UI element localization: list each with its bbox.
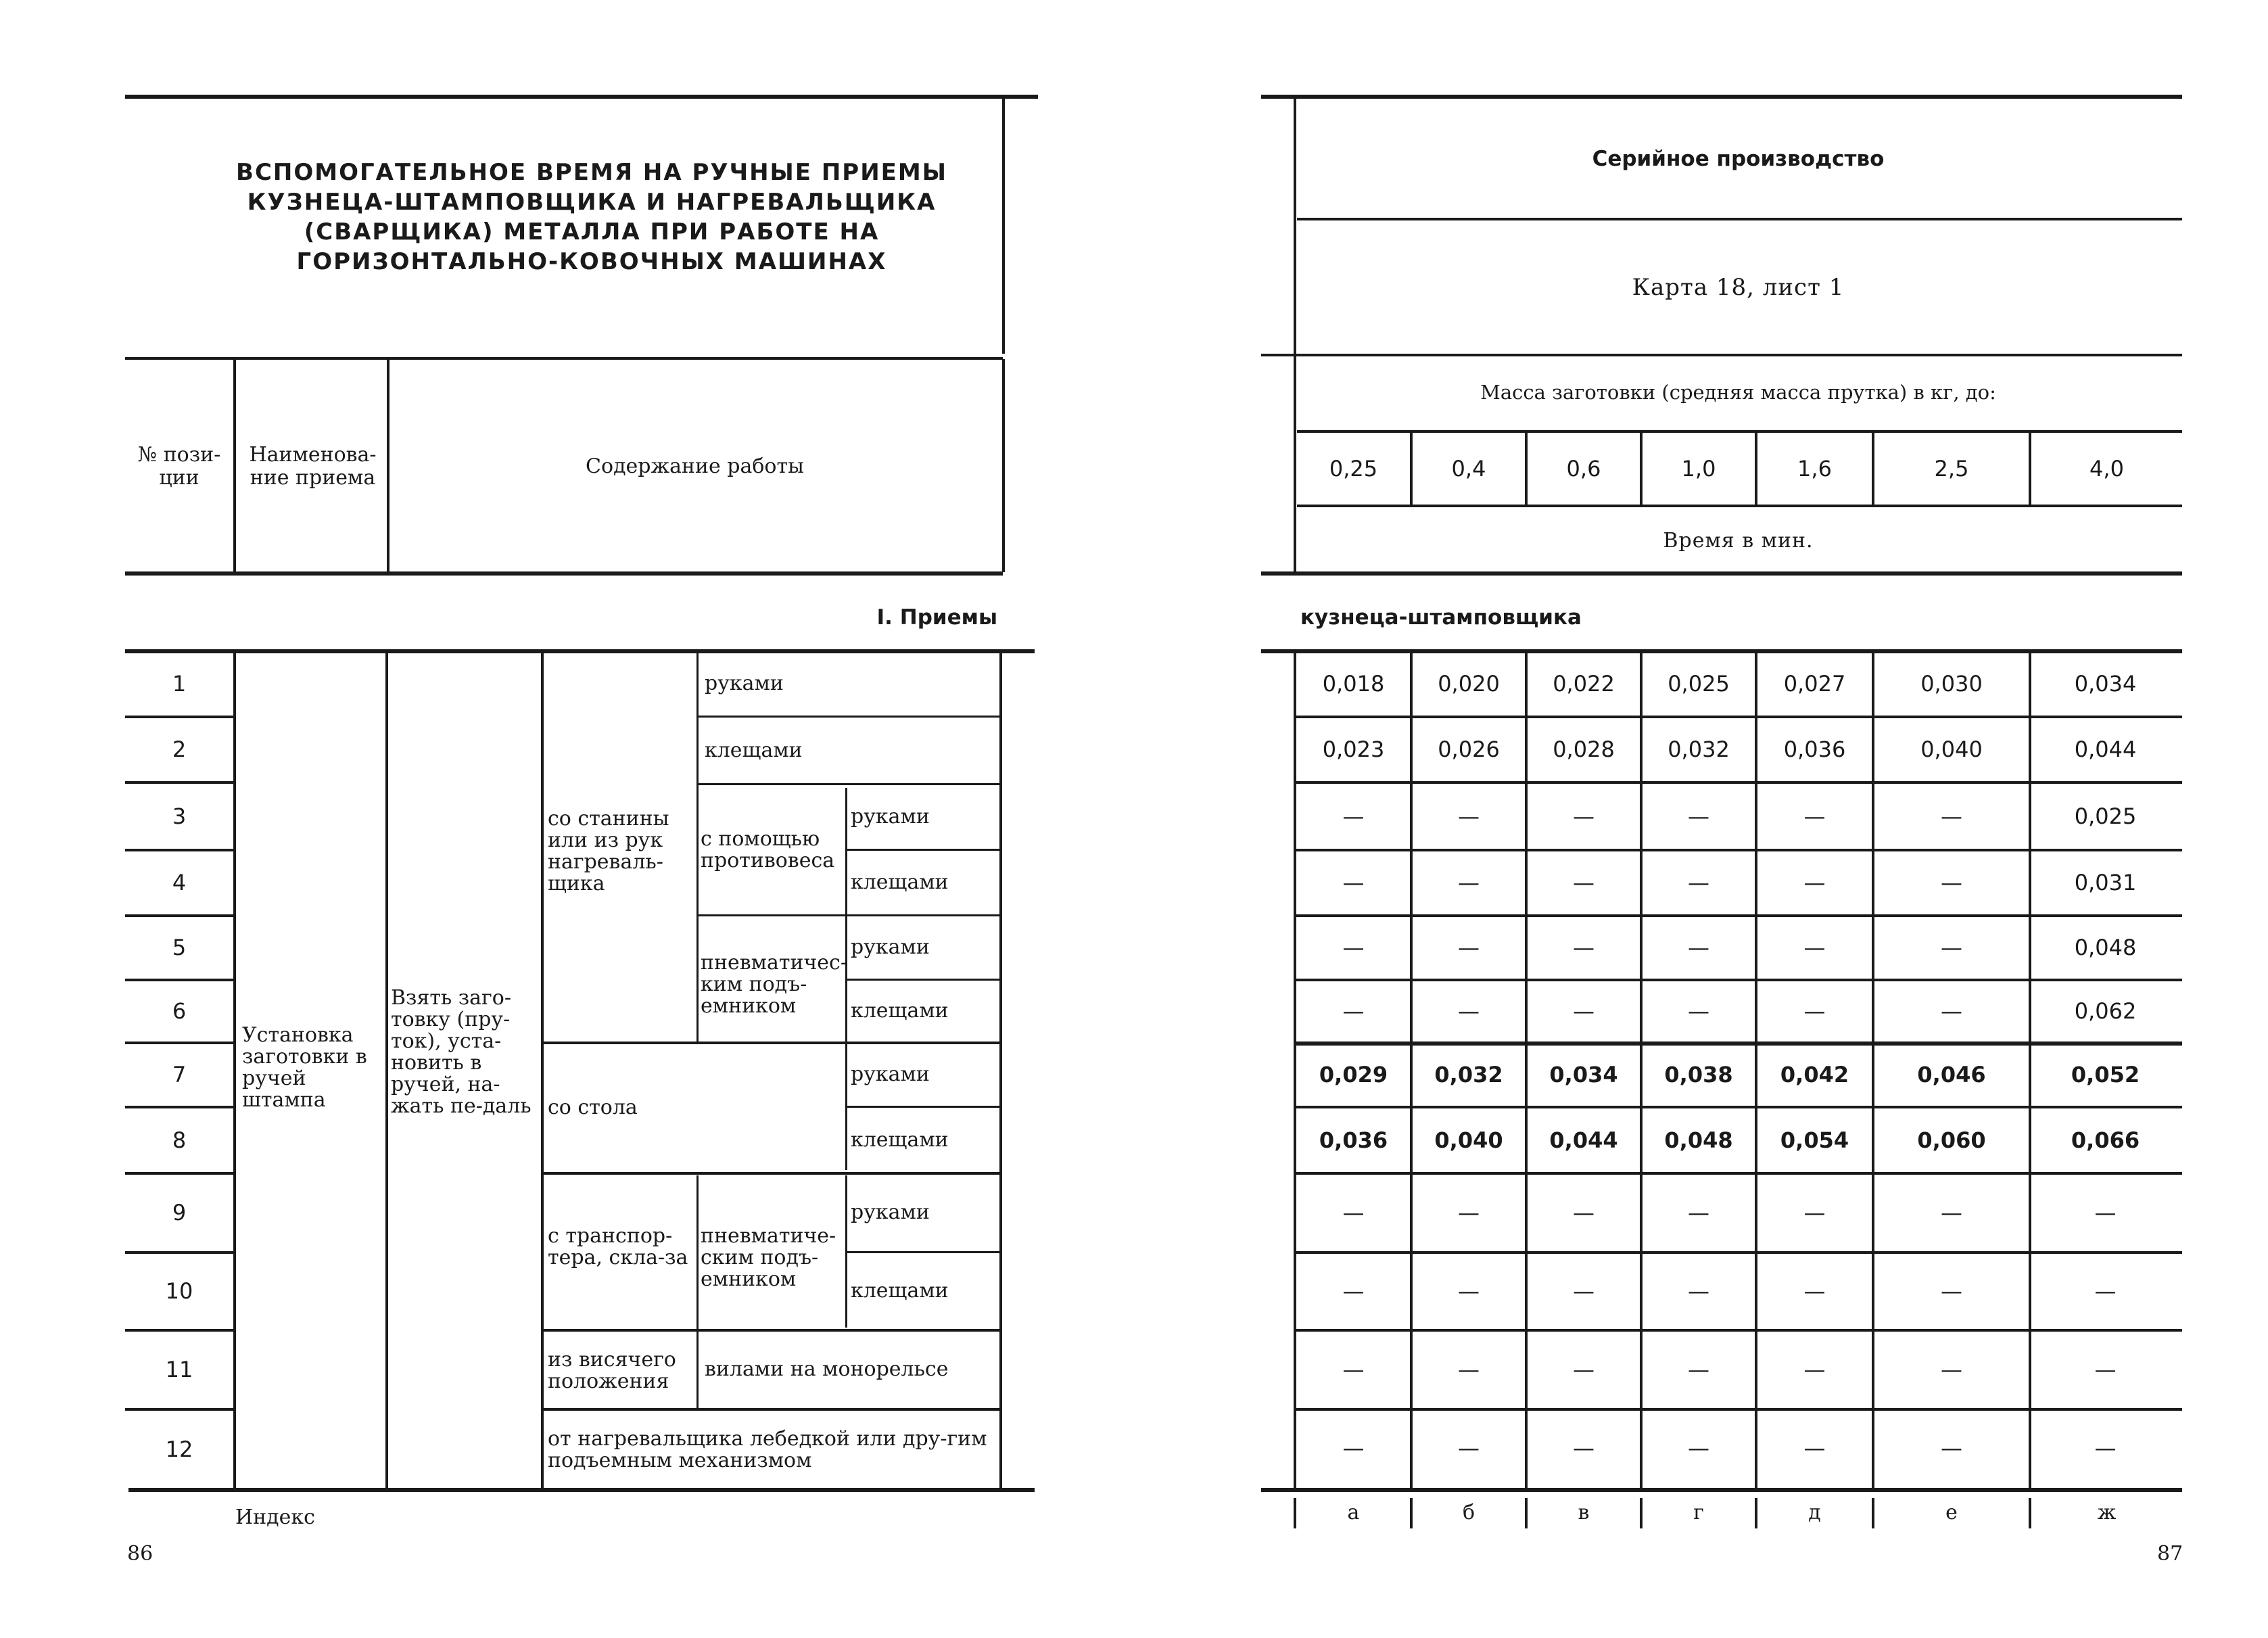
option-tongs: клещами (851, 870, 949, 894)
table-cell: 0,038 (1664, 1062, 1733, 1087)
operation-name: Установка заготовки в ручей штампа (242, 1023, 367, 1112)
pneumatic-lift: пневматиче-ским подъ-емником (701, 1224, 836, 1291)
index-label: Индекс (235, 1505, 315, 1529)
index-letter: а (1347, 1501, 1360, 1524)
mass-header: Масса заготовки (средняя масса прутка) в кг, до: (1480, 381, 1996, 404)
mass-value: 0,6 (1566, 455, 1601, 482)
table-cell: — (1941, 935, 1962, 960)
with-counterweight: с помощью противовеса (701, 827, 835, 872)
table-cell: 0,054 (1780, 1127, 1849, 1153)
col-header-name: Наименова-ние приема (249, 443, 377, 490)
table-cell: — (1941, 803, 1962, 829)
row-number: 8 (172, 1127, 187, 1153)
table-cell: — (1573, 803, 1594, 829)
table-cell: 0,032 (1668, 736, 1730, 762)
table-cell: — (1803, 1278, 1826, 1304)
from-hanging: из висячего положения (548, 1348, 676, 1393)
table-cell: — (1573, 1278, 1594, 1304)
table-cell: — (1573, 1200, 1594, 1225)
section-label-left: I. Приемы (876, 605, 997, 630)
from-conveyor: с транспор-тера, скла-за (548, 1224, 688, 1269)
option-tongs: клещами (851, 1127, 949, 1152)
mass-value: 2,5 (1934, 455, 1969, 482)
table-cell: — (1573, 1435, 1594, 1461)
table-cell: 0,023 (1322, 736, 1385, 762)
table-cell: — (1941, 1357, 1962, 1382)
option-tongs: клещами (851, 1279, 949, 1303)
table-cell: 0,030 (1920, 670, 1983, 697)
table-cell: — (1342, 998, 1365, 1024)
table-cell: — (1458, 1435, 1480, 1461)
table-cell: — (1688, 803, 1709, 829)
table-cell: — (1342, 1357, 1365, 1382)
table-cell: — (1688, 998, 1709, 1024)
table-cell: 0,020 (1438, 670, 1500, 697)
table-cell: — (1573, 935, 1594, 960)
time-label: Время в мин. (1663, 529, 1814, 553)
table-cell: — (1803, 1200, 1826, 1225)
table-cell: 0,032 (1434, 1062, 1503, 1087)
option-hands: руками (851, 1062, 930, 1086)
table-cell: — (1941, 870, 1962, 895)
section-label-right: кузнеца-штамповщика (1300, 605, 1582, 630)
row-number: 7 (172, 1062, 187, 1087)
row-number: 1 (172, 670, 187, 697)
option-hands: руками (851, 805, 930, 828)
table-cell: — (1342, 870, 1365, 895)
row-number: 4 (172, 870, 187, 895)
table-cell: — (1458, 1200, 1480, 1225)
table-cell: — (1688, 935, 1709, 960)
table-cell: — (1803, 803, 1826, 829)
table-cell: — (1688, 1200, 1709, 1225)
row-number: 6 (172, 998, 187, 1024)
row-number: 12 (165, 1436, 193, 1462)
table-cell: — (1573, 998, 1594, 1024)
table-cell: — (1458, 1357, 1480, 1382)
page-number-left: 86 (127, 1542, 153, 1566)
winch-lift: от нагревальщика лебедкой или дру-гим подъемным механизмом (548, 1427, 987, 1472)
table-cell: 0,025 (1668, 670, 1730, 697)
table-cell: — (1458, 935, 1480, 960)
mass-value: 0,4 (1451, 455, 1486, 482)
table-cell: 0,042 (1780, 1062, 1849, 1087)
table-cell: 0,040 (1434, 1127, 1503, 1153)
index-letter: ж (2097, 1501, 2117, 1524)
card-number: Карта 18, лист 1 (1632, 274, 1845, 301)
table-cell: 0,034 (2074, 670, 2137, 697)
col-header-position: № пози-ции (137, 443, 221, 490)
table-cell: — (1573, 870, 1594, 895)
mass-value: 0,25 (1329, 455, 1378, 482)
table-cell: 0,027 (1783, 670, 1846, 697)
index-letter: е (1945, 1501, 1958, 1524)
table-cell: 0,026 (1438, 736, 1500, 762)
table-cell: 0,036 (1319, 1127, 1388, 1153)
row-number: 11 (165, 1357, 193, 1382)
table-cell: — (1458, 1278, 1480, 1304)
table-cell: — (1458, 803, 1480, 829)
table-cell: 0,040 (1920, 736, 1983, 762)
table-cell: — (1688, 1435, 1709, 1461)
mass-value: 1,6 (1797, 455, 1832, 482)
from-stanina: со станины или из рук нагреваль-щика (548, 807, 669, 895)
table-cell: — (1803, 870, 1826, 895)
table-cell: 0,034 (1549, 1062, 1618, 1087)
work-action: Взять заго-товку (пру-ток), уста-новить в ручей, на-жать пе-даль (391, 986, 531, 1118)
table-cell: 0,025 (2074, 803, 2137, 829)
row-number: 3 (172, 803, 187, 829)
table-cell: — (1688, 870, 1709, 895)
table-cell: 0,018 (1322, 670, 1385, 697)
monorail-fork: вилами на монорельсе (705, 1357, 949, 1381)
col-header-content: Содержание работы (586, 454, 804, 478)
table-cell: — (1941, 1200, 1962, 1225)
table-cell: 0,029 (1319, 1062, 1388, 1087)
table-cell: 0,048 (2074, 935, 2137, 960)
table-cell: 0,062 (2074, 998, 2137, 1024)
table-cell: — (1573, 1357, 1594, 1382)
option-hands: руками (851, 935, 930, 959)
row-number: 5 (172, 935, 187, 960)
table-cell: 0,044 (1549, 1127, 1618, 1153)
table-cell: — (1342, 935, 1365, 960)
index-letter: б (1462, 1501, 1475, 1524)
table-cell: 0,052 (2071, 1062, 2140, 1087)
table-title: ВСПОМОГАТЕЛЬНОЕ ВРЕМЯ НА РУЧНЫЕ ПРИЕМЫ КУЗНЕЦА-ШТАМПОВЩИКА И НАГРЕВАЛЬЩИКА (СВАРЩИКА) МЕТАЛЛА ПРИ РАБОТЕ НА ГОРИЗОНТАЛЬНО-КОВОЧНЫХ МАШИНАХ (236, 159, 947, 275)
table-cell: 0,036 (1783, 736, 1846, 762)
table-cell: — (1688, 1357, 1709, 1382)
table-cell: 0,028 (1553, 736, 1615, 762)
table-cell: — (1342, 1435, 1365, 1461)
option-tongs: клещами (705, 738, 803, 762)
table-cell: 0,044 (2074, 736, 2137, 762)
table-cell: — (1803, 1435, 1826, 1461)
row-number: 2 (172, 736, 187, 762)
table-cell: — (2094, 1200, 2117, 1225)
option-hands: руками (851, 1200, 930, 1224)
table-cell: — (2094, 1435, 2117, 1461)
table-cell: — (1941, 998, 1962, 1024)
option-hands: руками (705, 671, 784, 695)
table-cell: — (1688, 1278, 1709, 1304)
table-cell: — (1941, 1435, 1962, 1461)
table-cell: — (1458, 998, 1480, 1024)
row-number: 9 (172, 1200, 187, 1225)
table-cell: — (2094, 1357, 2117, 1382)
index-letter: в (1578, 1501, 1590, 1524)
from-table: со стола (548, 1096, 638, 1119)
table-cell: — (1342, 1200, 1365, 1225)
table-cell: 0,031 (2074, 870, 2137, 895)
table-cell: 0,048 (1664, 1127, 1733, 1153)
row-number: 10 (165, 1278, 193, 1304)
table-cell: — (1941, 1278, 1962, 1304)
mass-value: 1,0 (1681, 455, 1716, 482)
index-letter: г (1693, 1501, 1704, 1524)
table-cell: — (1342, 1278, 1365, 1304)
table-cell: — (1803, 1357, 1826, 1382)
pneumatic-lift: пневматичес-ким подъ-емником (701, 951, 847, 1018)
table-cell: — (1458, 870, 1480, 895)
table-cell: — (1342, 803, 1365, 829)
table-cell: — (2094, 1278, 2117, 1304)
page-number-right: 87 (2157, 1542, 2183, 1566)
table-cell: 0,046 (1917, 1062, 1986, 1087)
table-cell: — (1803, 935, 1826, 960)
option-tongs: клещами (851, 999, 949, 1023)
index-letter: д (1808, 1501, 1821, 1524)
production-type: Серийное производство (1592, 147, 1885, 171)
table-cell: 0,060 (1917, 1127, 1986, 1153)
mass-value: 4,0 (2089, 455, 2124, 482)
table-cell: 0,022 (1553, 670, 1615, 697)
table-cell: — (1803, 998, 1826, 1024)
table-cell: 0,066 (2071, 1127, 2140, 1153)
